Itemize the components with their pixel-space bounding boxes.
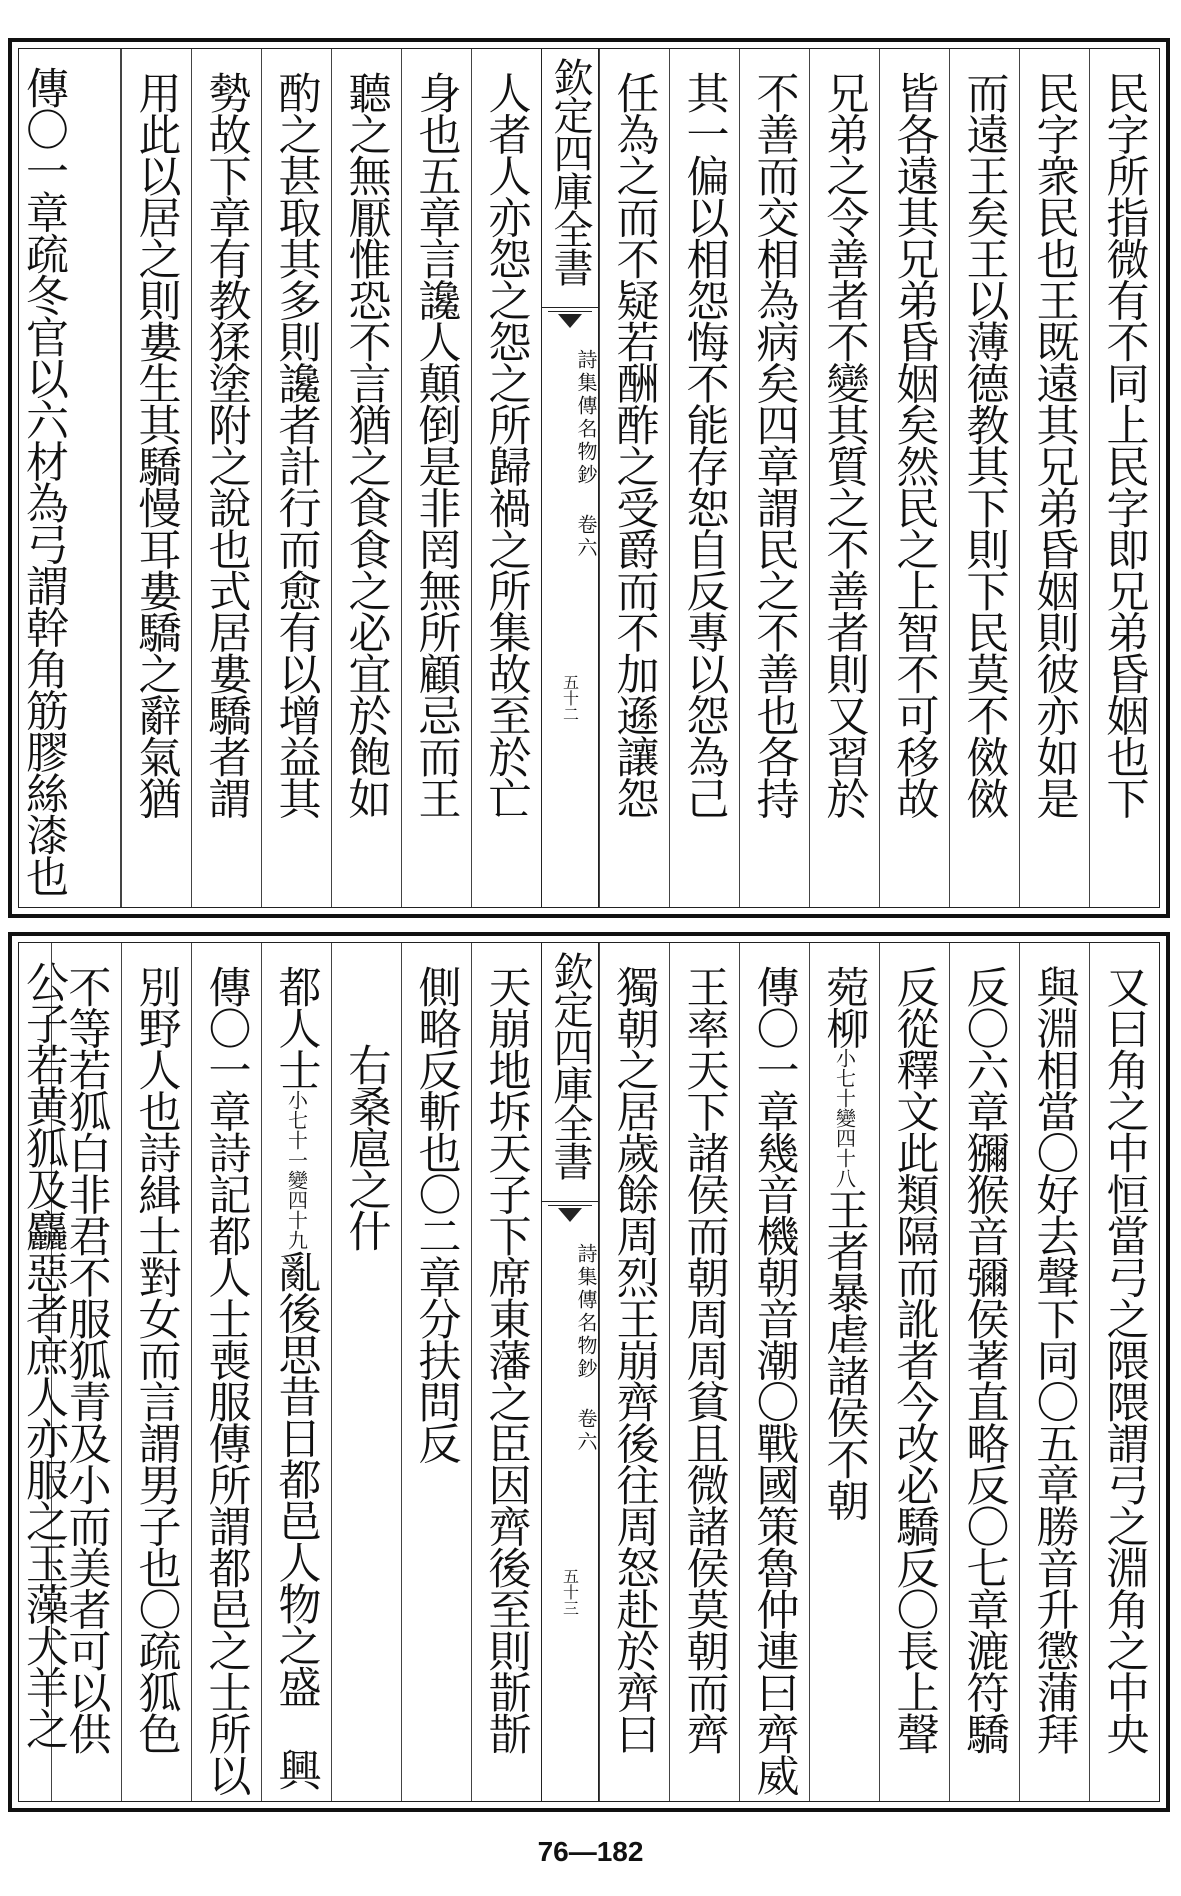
page-banner [541, 49, 599, 907]
text-columns [19, 943, 1159, 1801]
text-column: 不等若狐白非君不服狐青及小而美者可以供 [51, 943, 121, 1801]
text-column: 王率天下諸侯而朝周周貧且微諸侯莫朝而齊 [669, 943, 739, 1801]
page-frame [18, 48, 1160, 908]
folio-number: 五十二 [560, 674, 580, 722]
text-columns [19, 49, 1159, 907]
text-column [261, 943, 331, 1801]
text-column: 民字衆民也王既遠其兄弟昏姻則彼亦如是 [1019, 49, 1089, 907]
header-title: 欽定四庫全書 [542, 57, 598, 308]
column-rule [120, 49, 121, 907]
poem-summary: 亂後思昔日都邑人物之盛 興 [271, 1249, 322, 1789]
page-frame [18, 942, 1160, 1802]
text-column: 酌之甚取其多則讒者計行而愈有以增益其 [261, 49, 331, 907]
text-column: 天崩地坼天子下席東藩之臣因齊後至則斮斮 [471, 943, 541, 1801]
header-title: 欽定四庫全書 [542, 951, 598, 1202]
chapter-note: 小七十變四十八 [832, 1048, 857, 1188]
text-column: 聽之無厭惟恐不言猶之食食之必宜於飽如 [331, 49, 401, 907]
page-bottom [8, 932, 1170, 1812]
text-column: 其一偏以相怨悔不能存恕自反專以怨為己 [669, 49, 739, 907]
book-info: 詩集傳名物鈔 卷六 [574, 349, 598, 560]
fish-tail-mark [548, 1205, 592, 1238]
page-banner [541, 943, 599, 1801]
text-column-leftmost: 傳〇一章疏冬官以六材為弓謂幹角筋膠絲漆也 [19, 66, 69, 896]
text-column: 用此以居之則婁生其驕慢耳婁驕之辭氣猶 [121, 49, 191, 907]
text-column: 兄弟之令善者不變其質之不善者則又習於 [809, 49, 879, 907]
text-column: 身也五章言讒人顛倒是非罔無所顧忌而王 [401, 49, 471, 907]
text-column [809, 943, 879, 1801]
text-column: 皆各遠其兄弟昏姻矣然民之上智不可移故 [879, 49, 949, 907]
text-column-leftmost: 公子若黄狐及麤惡者庶人亦服之玉藻犬羊之 [19, 960, 69, 1749]
poem-title-wanliu: 菀柳 小七十變四十八 王者暴虐諸侯不朝 [810, 965, 879, 1793]
text-column: 勢故下章有教猱塗附之說也式居婁驕者謂 [191, 49, 261, 907]
text-column: 又曰角之中恒當弓之隈隈謂弓之淵角之中央 [1089, 943, 1159, 1801]
text-column: 側略反斬也〇二章分扶問反 [401, 943, 471, 1801]
text-column: 傳〇一章幾音機朝音潮〇戰國策魯仲連曰齊威 [739, 943, 809, 1801]
page-number: 76—182 [537, 1836, 644, 1867]
page-top [8, 38, 1170, 918]
text-column: 獨朝之居歲餘周烈王崩齊後往周怒赴於齊曰 [599, 943, 669, 1801]
poem-summary: 王者暴虐諸侯不朝 [819, 1188, 870, 1520]
text-column: 傳〇一章詩記都人士喪服傳所謂都邑之士所以 [191, 943, 261, 1801]
text-column: 反〇六章獼猴音彌侯著直略反〇七章漉符驕 [949, 943, 1019, 1801]
folio-number: 五十三 [560, 1568, 580, 1616]
poem-title-dourenshi: 都人士 小七十一變四十九 亂後思昔日都邑人物之盛 興 [262, 965, 331, 1793]
text-column: 任為之而不疑若酬酢之受爵而不加遜讓怨 [599, 49, 669, 907]
chapter-note: 小七十一變四十九 [284, 1089, 309, 1250]
text-column: 人者人亦怨之怨之所歸禍之所集故至於亡 [471, 49, 541, 907]
book-info: 詩集傳名物鈔 卷六 [574, 1243, 598, 1454]
text-column: 右桑扈之什 [331, 943, 401, 1801]
text-column: 不善而交相為病矣四章謂民之不善也各持 [739, 49, 809, 907]
text-column: 民字所指微有不同上民字即兄弟昏姻也下 [1089, 49, 1159, 907]
text-column: 與淵相當〇好去聲下同〇五章勝音升懲蒲拜 [1019, 943, 1089, 1801]
fish-tail-mark [548, 311, 592, 344]
text-column: 反從釋文此類隔而訛者今改必驕反〇長上聲 [879, 943, 949, 1801]
text-column: 別野人也詩緝士對女而言謂男子也〇疏狐色 [121, 943, 191, 1801]
text-column: 而遠王矣王以薄德教其下則下民莫不傚傚 [949, 49, 1019, 907]
